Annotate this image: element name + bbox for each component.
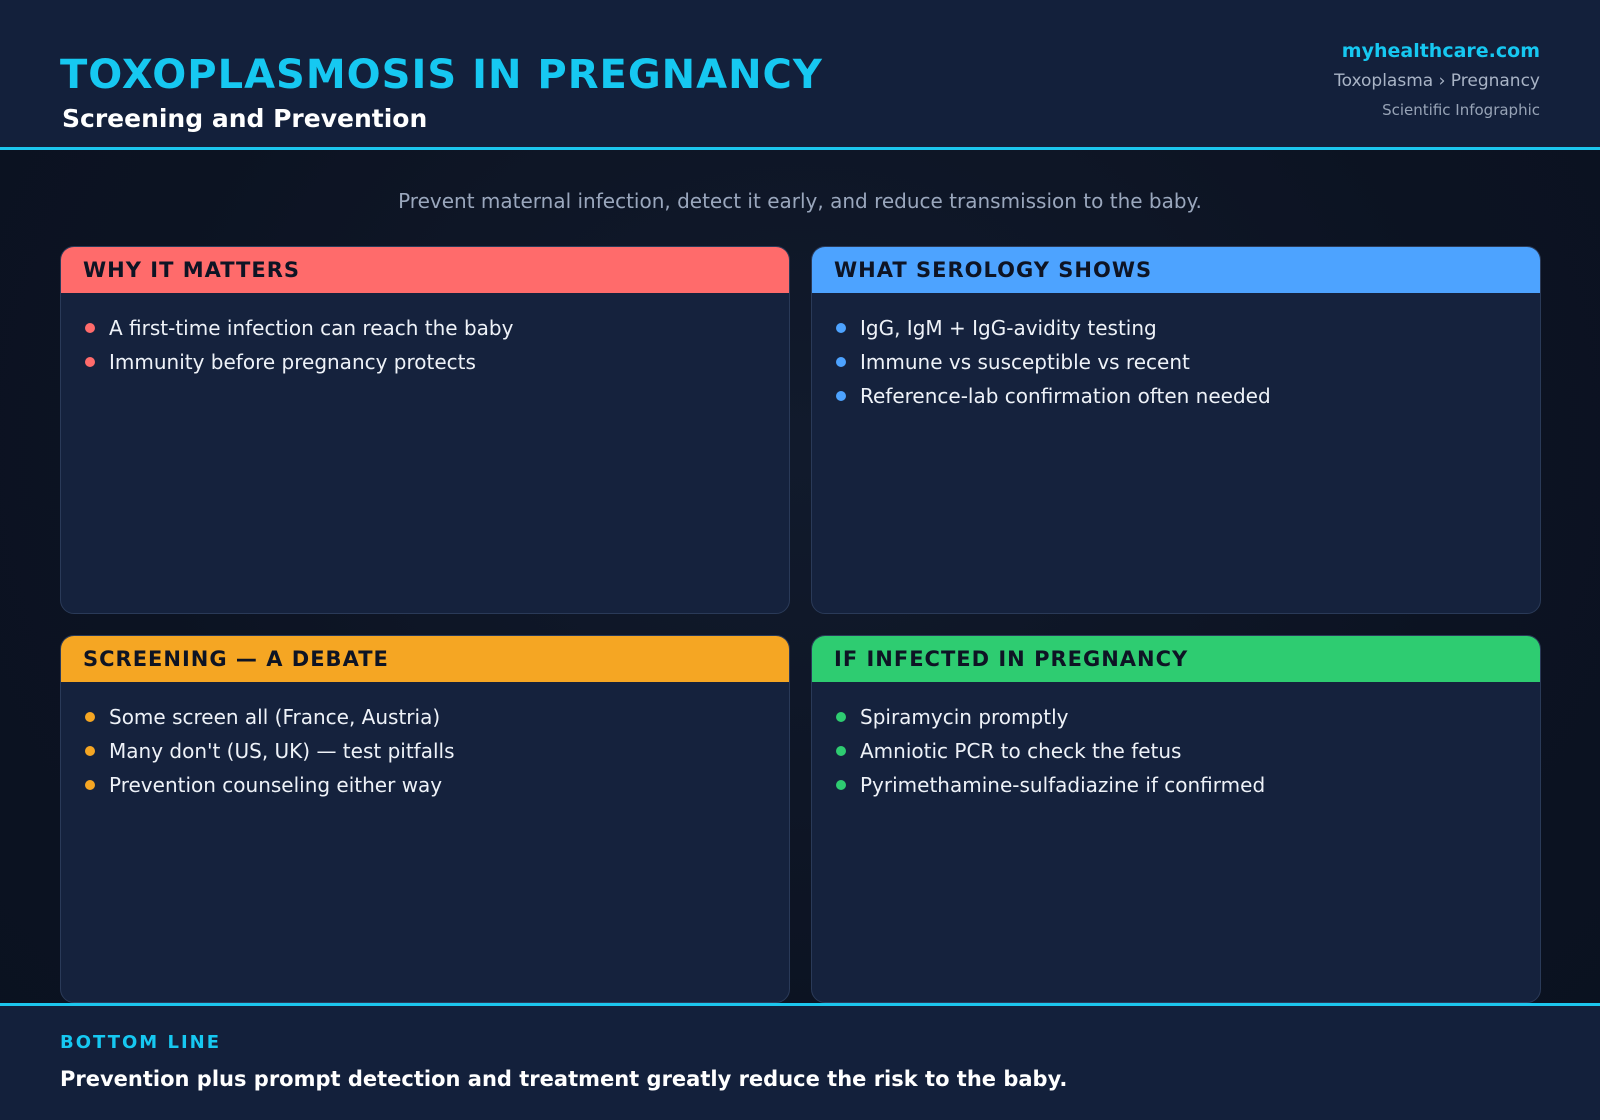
card-why-it-matters	[60, 246, 790, 614]
card-header: WHAT SEROLOGY SHOWS	[812, 247, 1540, 293]
bullet-icon	[85, 323, 95, 333]
list-item: Spiramycin promptly	[836, 700, 1540, 734]
bullet-icon	[85, 357, 95, 367]
bullet-list	[812, 682, 1540, 802]
breadcrumb: Toxoplasma › Pregnancy	[1334, 71, 1540, 91]
list-item: Reference-lab confirmation often needed	[836, 379, 1540, 413]
card-header: SCREENING — A DEBATE	[61, 636, 789, 682]
list-item: Many don't (US, UK) — test pitfalls	[85, 734, 789, 768]
page-title: TOXOPLASMOSIS IN PREGNANCY	[60, 52, 823, 98]
card-what-serology-shows	[811, 246, 1541, 614]
bullet-icon	[836, 323, 846, 333]
bullet-icon	[836, 746, 846, 756]
list-item: Prevention counseling either way	[85, 768, 789, 802]
card-screening-debate	[60, 635, 790, 1003]
tagline: Scientific Infographic	[1382, 101, 1540, 119]
footer-label: BOTTOM LINE	[60, 1032, 221, 1053]
bullet-icon	[836, 391, 846, 401]
page-subtitle: Screening and Prevention	[62, 104, 428, 133]
list-item: A first-time infection can reach the baby	[85, 311, 789, 345]
header	[0, 0, 1600, 150]
bullet-icon	[836, 357, 846, 367]
bullet-list	[61, 293, 789, 379]
intro-text: Prevent maternal infection, detect it early, and reduce transmission to the baby.	[398, 189, 1202, 213]
list-item: IgG, IgM + IgG-avidity testing	[836, 311, 1540, 345]
bullet-list	[61, 682, 789, 802]
list-item: Pyrimethamine-sulfadiazine if confirmed	[836, 768, 1540, 802]
footer-text: Prevention plus prompt detection and treatment greatly reduce the risk to the baby.	[60, 1067, 1068, 1091]
list-item: Immunity before pregnancy protects	[85, 345, 789, 379]
list-item: Some screen all (France, Austria)	[85, 700, 789, 734]
brand-link[interactable]: myhealthcare.com	[1341, 40, 1540, 62]
bullet-icon	[836, 712, 846, 722]
bullet-icon	[85, 712, 95, 722]
bullet-icon	[836, 780, 846, 790]
footer	[0, 1003, 1600, 1120]
bullet-icon	[85, 780, 95, 790]
list-item: Immune vs susceptible vs recent	[836, 345, 1540, 379]
card-header: WHY IT MATTERS	[61, 247, 789, 293]
bullet-list	[812, 293, 1540, 413]
card-if-infected	[811, 635, 1541, 1003]
card-header: IF INFECTED IN PREGNANCY	[812, 636, 1540, 682]
list-item: Amniotic PCR to check the fetus	[836, 734, 1540, 768]
bullet-icon	[85, 746, 95, 756]
